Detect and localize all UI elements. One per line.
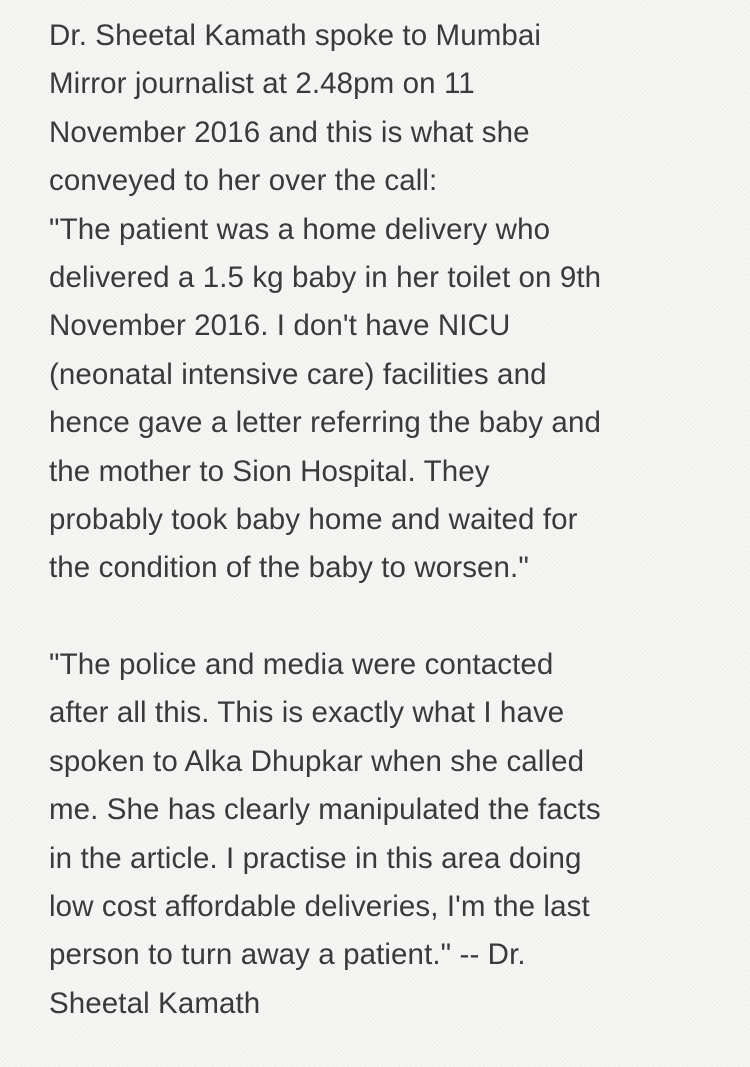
note-line: in the article. I practise in this area doing bbox=[49, 841, 582, 875]
note-line: the condition of the baby to worsen." bbox=[49, 551, 529, 585]
note-line: low cost affordable deliveries, I'm the last bbox=[49, 890, 590, 924]
note-line: "The police and media were contacted bbox=[49, 648, 554, 682]
note-paragraph-2 bbox=[49, 641, 729, 1028]
paragraph-spacer bbox=[49, 593, 729, 641]
note-line: the mother to Sion Hospital. They bbox=[49, 454, 490, 488]
note-line: me. She has clearly manipulated the facts bbox=[49, 793, 601, 827]
note-line: November 2016. I don't have NICU bbox=[49, 309, 511, 343]
note-text-body bbox=[49, 12, 729, 1028]
note-line: Mirror journalist at 2.48pm on 11 bbox=[49, 67, 475, 101]
note-line: November 2016 and this is what she bbox=[49, 115, 530, 149]
note-line: delivered a 1.5 kg baby in her toilet on 9th bbox=[49, 260, 602, 294]
note-line: (neonatal intensive care) facilities and bbox=[49, 357, 547, 391]
note-line: Sheetal Kamath bbox=[49, 986, 261, 1020]
note-line: spoken to Alka Dhupkar when she called bbox=[49, 744, 585, 778]
note-line: hence gave a letter referring the baby and bbox=[49, 406, 601, 440]
note-line: Dr. Sheetal Kamath spoke to Mumbai bbox=[49, 19, 542, 52]
note-line: probably took baby home and waited for bbox=[49, 502, 578, 536]
note-paragraph-1 bbox=[49, 12, 729, 593]
note-line: conveyed to her over the call: bbox=[49, 164, 438, 198]
note-line: person to turn away a patient." -- Dr. bbox=[49, 938, 526, 972]
note-line: after all this. This is exactly what I have bbox=[49, 696, 565, 730]
note-line: "The patient was a home delivery who bbox=[49, 212, 551, 246]
